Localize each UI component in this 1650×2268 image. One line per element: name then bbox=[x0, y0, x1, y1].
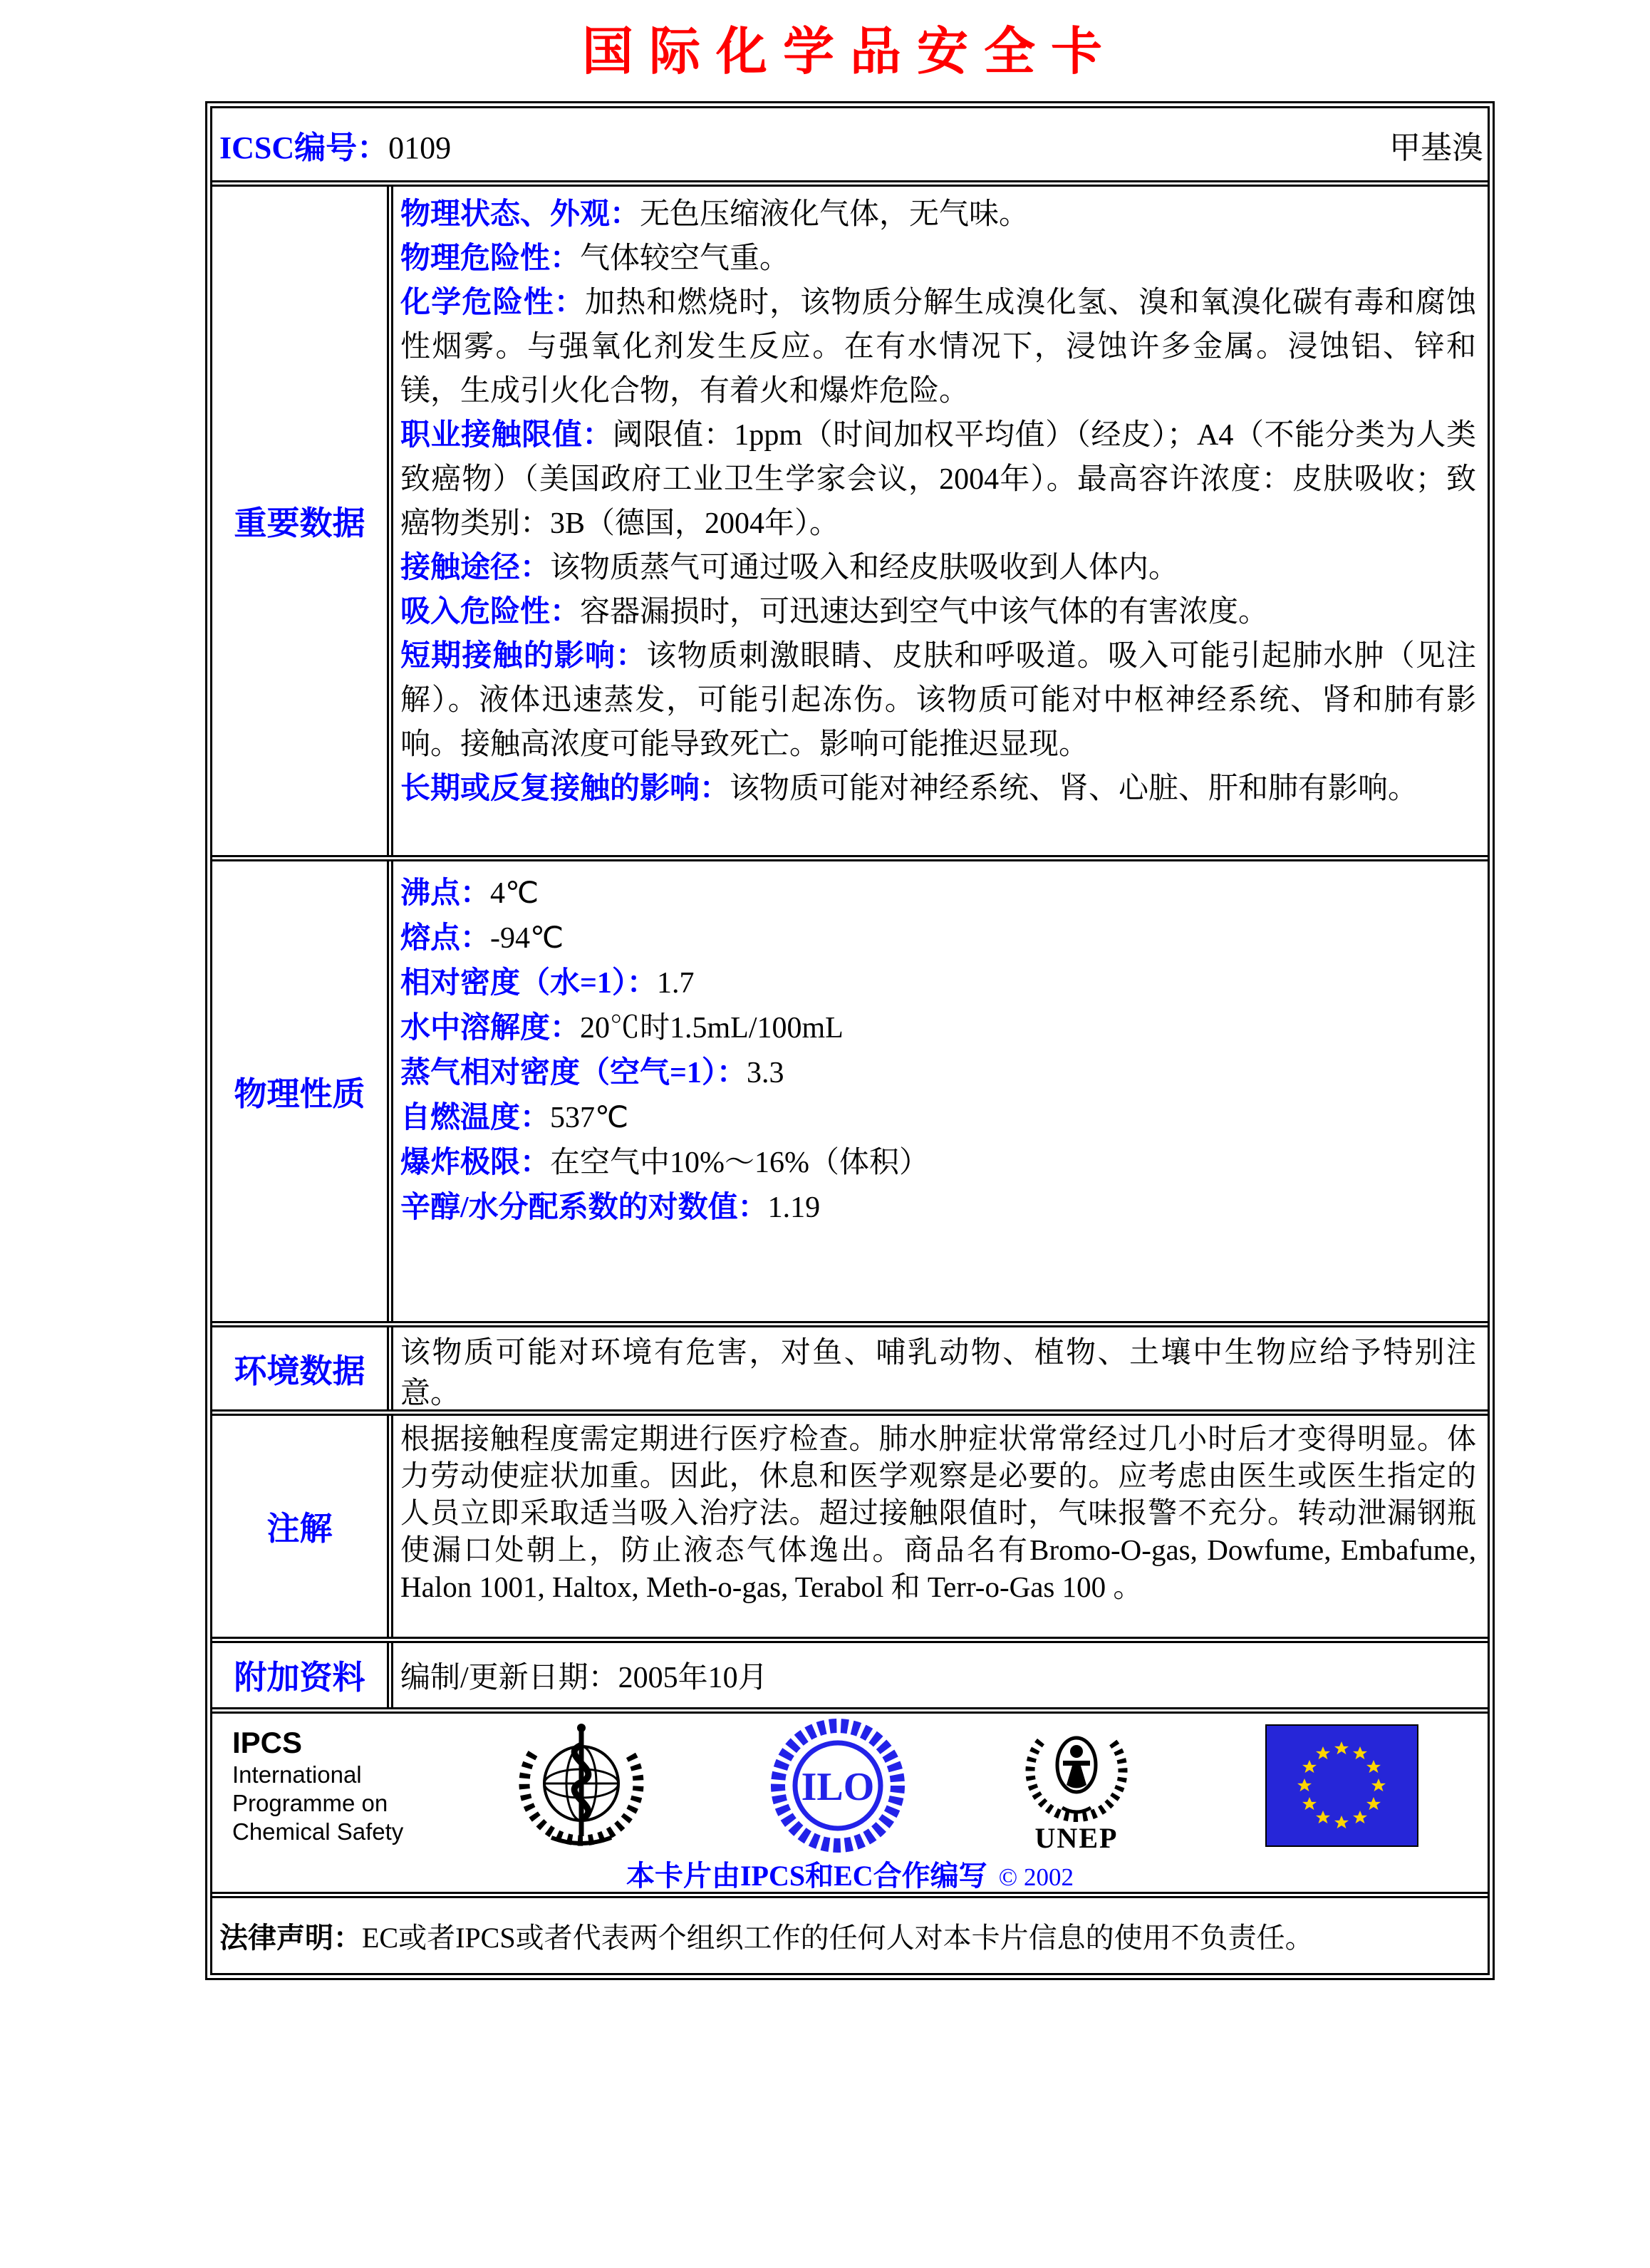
field-row bbox=[400, 237, 1476, 281]
field-label: 物理危险性： bbox=[400, 242, 581, 275]
field-value: 容器漏损时，可迅速达到空气中该气体的有害浓度。 bbox=[580, 596, 1269, 628]
field-row bbox=[400, 1141, 1476, 1186]
environment-text: 该物质可能对环境有危害，对鱼、哺乳动物、植物、土壤中生物应给予特别注意。 bbox=[400, 1337, 1476, 1410]
field-label: 水中溶解度： bbox=[400, 1012, 581, 1045]
field-label: 自燃温度： bbox=[400, 1102, 551, 1134]
section-label-additional: 附加资料 bbox=[212, 1643, 393, 1707]
field-row bbox=[400, 590, 1476, 634]
ipcs-line-2: Programme on bbox=[232, 1790, 388, 1816]
chemical-name: 甲基溴 bbox=[1389, 130, 1483, 165]
field-label: 爆炸极限： bbox=[400, 1146, 551, 1179]
field-value: 537℃ bbox=[550, 1102, 629, 1134]
field-label: 短期接触的影响： bbox=[400, 640, 647, 673]
field-label: 物理状态、外观： bbox=[400, 198, 640, 231]
legal-label: 法律声明： bbox=[219, 1922, 362, 1954]
important-data-row bbox=[212, 187, 1488, 861]
field-value: 阈限值：1ppm（时间加权平均值）（经皮）；A4（不能分类为人类致癌物）（美国政府工业卫生学家会议，2004年）。最高容许浓度：皮肤吸收；致癌物类别：3B（德国，2004年）。 bbox=[400, 419, 1476, 540]
legal-text: EC或者IPCS或者代表两个组织工作的任何人对本卡片信息的使用不负责任。 bbox=[362, 1922, 1314, 1954]
field-value: 1.7 bbox=[656, 967, 695, 1000]
field-row bbox=[400, 1006, 1476, 1051]
field-row bbox=[400, 413, 1476, 546]
field-label: 辛醇/水分配系数的对数值： bbox=[400, 1191, 768, 1224]
ilo-logo-icon bbox=[770, 1718, 906, 1853]
notes-content bbox=[393, 1416, 1488, 1637]
field-value: 4℃ bbox=[490, 877, 539, 910]
field-row bbox=[400, 767, 1476, 811]
logos-row bbox=[212, 1714, 1488, 1898]
page-title: 国际化学品安全卡 bbox=[581, 24, 1118, 81]
field-row bbox=[400, 1186, 1476, 1231]
section-label-important: 重要数据 bbox=[212, 187, 393, 855]
field-value: 3.3 bbox=[746, 1057, 784, 1089]
important-data-content bbox=[393, 187, 1488, 855]
field-value: 该物质刺激眼睛、皮肤和呼吸道。吸入可能引起肺水肿（见注解）。液体迅速蒸发，可能引起冻伤。该物质可能对中枢神经系统、肾和肺有影响。接触高浓度可能导致死亡。影响可能推迟显现。 bbox=[400, 640, 1476, 761]
field-value: 1.19 bbox=[767, 1191, 821, 1224]
ipcs-line-3: Chemical Safety bbox=[232, 1818, 404, 1845]
field-row bbox=[400, 1051, 1476, 1096]
field-row bbox=[400, 281, 1476, 413]
field-label: 相对密度（水=1）： bbox=[400, 967, 657, 1000]
section-label-notes: 注解 bbox=[212, 1416, 393, 1637]
logo-band bbox=[212, 1714, 1488, 1853]
field-row bbox=[400, 634, 1476, 767]
update-date-text: 编制/更新日期：2005年10月 bbox=[400, 1662, 768, 1694]
field-value: 加热和燃烧时，该物质分解生成溴化氢、溴和氧溴化碳有毒和腐蚀性烟雾。与强氧化剂发生反应。在有水情况下，浸蚀许多金属。浸蚀铝、锌和镁，生成引火化合物，有着火和爆炸危险。 bbox=[400, 286, 1476, 408]
section-label-physical: 物理性质 bbox=[212, 861, 393, 1321]
field-label: 化学危险性： bbox=[400, 286, 586, 319]
field-label: 长期或反复接触的影响： bbox=[400, 772, 730, 805]
environmental-data-content bbox=[393, 1327, 1488, 1409]
field-row bbox=[400, 546, 1476, 590]
field-value: -94℃ bbox=[490, 922, 564, 955]
copyright-text: © 2002 bbox=[998, 1863, 1074, 1891]
header-row bbox=[212, 108, 1488, 187]
field-row bbox=[400, 1096, 1476, 1141]
notes-text: 根据接触程度需定期进行医疗检查。肺水肿症状常常经过几小时后才变得明显。体力劳动使症状加重。因此，休息和医学观察是必要的。应考虑由医生或医生指定的人员立即采取适当吸入治疗法。超过接触限值时，气味报警不充分。转动泄漏钢瓶使漏口处朝上，防止液态气体逸出。商品名有Bromo-O-gas, Dowfume, Embafume, Halon 1001, Haltox, Meth-o-gas, Terabol 和 Terr-o-Gas 100 。 bbox=[400, 1422, 1476, 1603]
field-row bbox=[400, 192, 1476, 237]
field-label: 蒸气相对密度（空气=1）： bbox=[400, 1057, 747, 1089]
safety-card-table bbox=[205, 101, 1495, 1980]
notes-row bbox=[212, 1416, 1488, 1643]
field-row bbox=[400, 961, 1476, 1006]
ipcs-title: IPCS bbox=[232, 1726, 303, 1759]
icsc-number-label: ICSC编号： bbox=[219, 130, 389, 165]
legal-content bbox=[212, 1898, 1488, 1973]
legal-text-line bbox=[219, 1915, 1314, 1956]
who-logo-icon bbox=[510, 1718, 653, 1853]
field-value: 气体较空气重。 bbox=[580, 242, 790, 275]
icsc-number-group bbox=[219, 122, 451, 167]
physical-properties-row bbox=[212, 861, 1488, 1327]
field-value: 该物质可能对神经系统、肾、心脏、肝和肺有影响。 bbox=[730, 772, 1418, 805]
field-value: 无色压缩液化气体，无气味。 bbox=[640, 198, 1029, 231]
credit-text: 本卡片由IPCS和EC合作编写 bbox=[626, 1860, 987, 1892]
field-value: 该物质蒸气可通过吸入和经皮肤吸收到人体内。 bbox=[550, 552, 1179, 584]
field-row bbox=[400, 916, 1476, 961]
additional-info-content bbox=[393, 1643, 1488, 1707]
field-label: 吸入危险性： bbox=[400, 596, 581, 628]
field-label: 接触途径： bbox=[400, 552, 551, 584]
unep-wordmark: UNEP bbox=[1034, 1822, 1119, 1854]
field-value: 在空气中10%～16%（体积） bbox=[550, 1146, 929, 1179]
legal-row bbox=[212, 1898, 1488, 1973]
physical-properties-content bbox=[393, 861, 1488, 1321]
credit-line bbox=[212, 1853, 1488, 1893]
section-label-environment: 环境数据 bbox=[212, 1327, 393, 1409]
unep-logo-block bbox=[1023, 1716, 1130, 1855]
additional-info-row bbox=[212, 1643, 1488, 1714]
icsc-number-value: 0109 bbox=[388, 130, 452, 165]
header-row-content bbox=[212, 108, 1488, 180]
field-label: 沸点： bbox=[400, 877, 491, 910]
field-row bbox=[400, 871, 1476, 916]
field-value: 20℃时1.5mL/100mL bbox=[580, 1012, 844, 1045]
ipcs-line-1: International bbox=[232, 1761, 362, 1788]
ipcs-text-block bbox=[232, 1725, 425, 1846]
environmental-data-row bbox=[212, 1327, 1488, 1416]
unep-logo-icon bbox=[1023, 1716, 1130, 1823]
eu-flag-icon bbox=[1265, 1724, 1418, 1847]
field-label: 熔点： bbox=[400, 922, 491, 955]
field-label: 职业接触限值： bbox=[400, 419, 613, 452]
ilo-letters: ILO bbox=[801, 1765, 875, 1809]
